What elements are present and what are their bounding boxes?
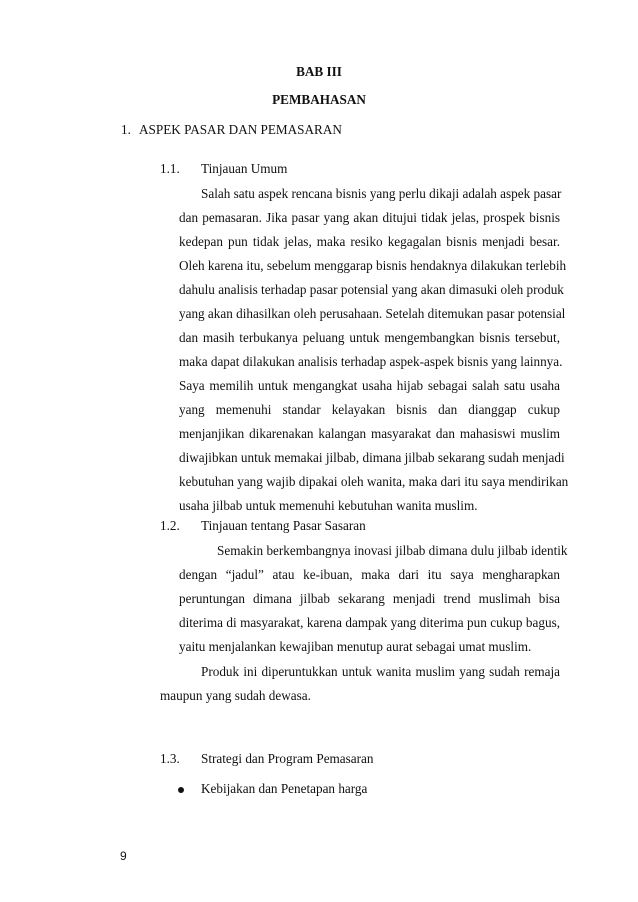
subsection-title-1-3: Strategi dan Program Pemasaran [201,751,374,766]
paragraph-line: dan masih terbukanya peluang untuk mengembangkan bisnis tersebut, [179,330,560,345]
chapter-title: PEMBAHASAN [272,92,366,107]
paragraph-line: diterima di masyarakat, karena dampak yang diterima pun cukup bagus, [179,615,560,630]
chapter-label: BAB III [296,64,342,79]
subsection-title-1-2: Tinjauan tentang Pasar Sasaran [201,518,366,533]
subsection-title-1-1: Tinjauan Umum [201,161,288,176]
paragraph-line: kedepan pun tidak jelas, maka resiko kegagalan bisnis menjadi besar. [179,234,560,249]
paragraph-line: dengan “jadul” atau ke-ibuan, maka dari itu saya mengharapkan [179,567,560,582]
paragraph-line: Produk ini diperuntukkan untuk wanita muslim yang sudah remaja [201,664,560,679]
paragraph-line: dan pemasaran. Jika pasar yang akan ditujui tidak jelas, prospek bisnis [179,210,560,225]
bullet-item: Kebijakan dan Penetapan harga [201,781,368,796]
paragraph-line: dahulu analisis terhadap pasar potensial yang akan dimasuki oleh produk [179,282,564,297]
section-number: 1. [121,122,131,137]
paragraph-line: diwajibkan untuk memakai jilbab, dimana jilbab sekarang sudah menjadi [179,450,565,465]
bullet-icon [178,787,184,793]
subsection-number-1-3: 1.3. [160,751,180,766]
paragraph-line: Salah satu aspek rencana bisnis yang perlu dikaji adalah aspek pasar [201,186,562,201]
paragraph-line: yang memenuhi standar kelayakan bisnis dan dianggap cukup [179,402,560,417]
paragraph-line: usaha jilbab untuk memenuhi kebutuhan wanita muslim. [179,498,478,513]
subsection-number-1-2: 1.2. [160,518,180,533]
paragraph-line: Oleh karena itu, sebelum menggarap bisnis hendaknya dilakukan terlebih [179,258,567,273]
paragraph-line: Semakin berkembangnya inovasi jilbab dimana dulu jilbab identik [217,543,568,558]
paragraph-line: maka dapat dilakukan analisis terhadap aspek-aspek bisnis yang lainnya. [179,354,563,369]
page-number: 9 [120,849,127,863]
subsection-number-1-1: 1.1. [160,161,180,176]
paragraph-line: yang akan dihasilkan oleh perusahaan. Setelah ditemukan pasar potensial [179,306,566,321]
paragraph-target-product [160,660,560,708]
paragraph-line: Saya memilih untuk mengangkat usaha hijab sebagai salah satu usaha [179,378,560,393]
paragraph-line: kebutuhan yang wajib dipakai oleh wanita, maka dari itu saya mendirikan [179,474,569,489]
paragraph-line: yaitu menjalankan kewajiban menutup aurat sebagai umat muslim. [179,639,532,654]
section-title: ASPEK PASAR DAN PEMASARAN [139,122,342,137]
paragraph-line: maupun yang sudah dewasa. [160,688,311,703]
paragraph-line: peruntungan dimana jilbab sekarang menjadi trend muslimah bisa [179,591,560,606]
paragraph-pasar-sasaran [179,539,568,659]
paragraph-tinjauan-umum [179,182,569,518]
paragraph-line: menjanjikan dikarenakan kalangan masyarakat dan mahasiswi muslim [179,426,560,441]
